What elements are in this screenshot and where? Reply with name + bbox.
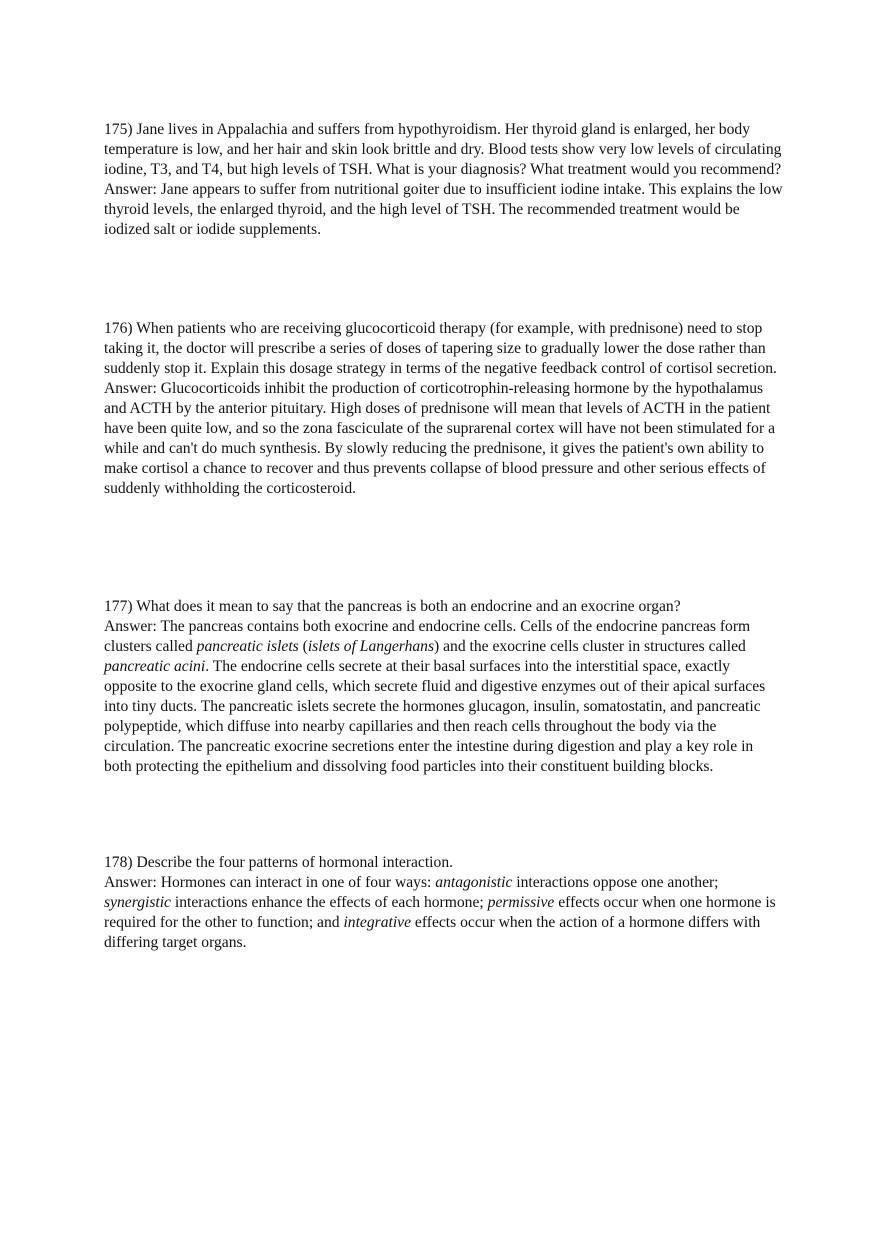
question-block-177 — [104, 597, 784, 777]
question-text: 177) What does it mean to say that the pancreas is both an endocrine and an exocrine organ? — [104, 598, 681, 615]
answer-segment: interactions enhance the effects of each hormone; — [170, 894, 488, 911]
question-text: 175) Jane lives in Appalachia and suffers from hypothyroidism. Her thyroid gland is enlarged, her body temperature is low, and her hair and skin look brittle and dry. Blood tests show very low levels of circulating iodine, T3, and T4, but high levels of TSH. What is your diagnosis? What treatment would you recommend? — [104, 121, 782, 178]
answer-segment: ( — [298, 638, 308, 655]
italic-term: synergistic — [104, 894, 171, 911]
question-block-175 — [104, 120, 784, 240]
italic-term: pancreatic islets — [196, 638, 299, 655]
answer-segment: . The endocrine cells secrete at their basal surfaces into the interstitial space, exactly opposite to the exocrine gland cells, which secrete fluid and digestive enzymes out of their apical surfaces into tiny ducts. The pancreatic islets secrete the hormones glucagon, insulin, somatostatin, and pancreatic polypeptide, which diffuse into nearby capillaries and then reach cells throughout the body via the circulation. The pancreatic exocrine secretions enter the intestine during digestion and play a key role in both protecting the epithelium and dissolving food particles into their constituent building blocks. — [104, 658, 766, 775]
question-block-176 — [104, 319, 784, 499]
question-text: 176) When patients who are receiving glucocorticoid therapy (for example, with prednisone) need to stop taking it, the doctor will prescribe a series of doses of tapering size to gradually lower the dose rather than suddenly stop it. Explain this dosage strategy in terms of the negative feedback control of cortisol secretion. — [104, 320, 777, 377]
answer-segment: effects occur when the action of a hormone differs with differing target organs. — [104, 914, 761, 951]
question-text: 178) Describe the four patterns of hormonal interaction. — [104, 854, 454, 871]
answer-segment: Answer: Hormones can interact in one of four ways: — [104, 874, 436, 891]
answer-text — [104, 873, 784, 953]
italic-term: integrative — [343, 914, 412, 931]
answer-segment: Answer: The pancreas contains both exocrine and endocrine cells. Cells of the endocrine pancreas form clusters called — [104, 618, 751, 655]
answer-text: Answer: Jane appears to suffer from nutritional goiter due to insufficient iodine intake. This explains the low thyroid levels, the enlarged thyroid, and the high level of TSH. The recommended treatment would be iodized salt or iodide supplements. — [104, 181, 783, 238]
answer-segment: effects occur when one hormone is required for the other to function; and — [104, 894, 776, 931]
question-block-178 — [104, 853, 784, 953]
italic-term: pancreatic acini — [104, 658, 206, 675]
italic-term: antagonistic — [435, 874, 513, 891]
answer-segment: interactions oppose one another; — [512, 874, 719, 891]
italic-term: permissive — [487, 894, 555, 911]
answer-text: Answer: Glucocorticoids inhibit the production of corticotrophin-releasing hormone by the hypothalamus and ACTH by the anterior pituitary. High doses of prednisone will mean that levels of ACTH in the patient have been quite low, and so the zona fasciculate of the suprarenal cortex will have not been stimulated for a while and can't do much synthesis. By slowly reducing the prednisone, it gives the patient's own ability to make cortisol a chance to recover and thus prevents collapse of blood pressure and other serious effects of suddenly withholding the corticosteroid. — [104, 380, 775, 497]
answer-segment: ) and the exocrine cells cluster in structures called — [434, 638, 746, 655]
italic-term: islets of Langerhans — [307, 638, 435, 655]
answer-text — [104, 617, 784, 777]
